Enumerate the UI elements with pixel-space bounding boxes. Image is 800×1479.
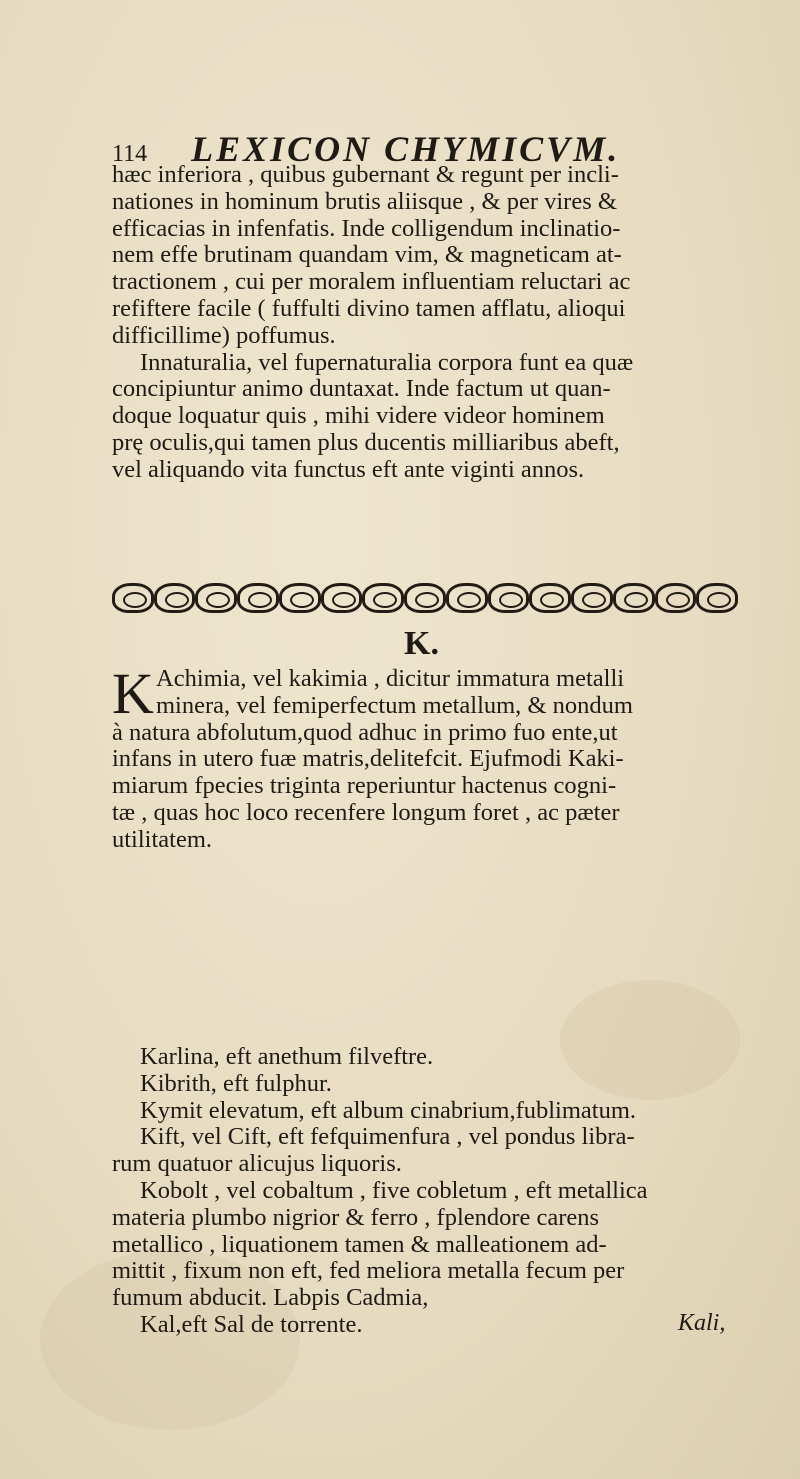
ornament-motif	[529, 583, 571, 613]
text-line: mittit , fixum non eft, fed meliora metalla fecum per	[112, 1258, 625, 1285]
section-letter: K.	[404, 625, 439, 662]
text-line: minera, vel femiperfectum metallum, & nondum	[156, 691, 633, 719]
ornament-motif	[154, 583, 196, 613]
running-title: LEXICON CHYMICVM.	[191, 129, 621, 169]
text-line: Kal,eft Sal de torrente.	[140, 1311, 363, 1338]
ornament-motif	[404, 583, 446, 613]
text-line: tæ , quas hoc loco recenfere longum foret , ac pæter	[112, 798, 620, 826]
text-line: Kymit elevatum, eft album cinabrium,fublimatum.	[140, 1097, 637, 1124]
drop-cap: K	[112, 661, 154, 726]
ornament-motif	[488, 583, 530, 613]
text-line: Innaturalia, vel fupernaturalia corpora funt ea quæ	[140, 349, 634, 376]
text-line: efficacias in infenfatis. Inde colligendum inclinatio-	[112, 215, 621, 242]
ornament-motif	[446, 583, 488, 613]
text-line: rum quatuor alicujus liquoris.	[112, 1151, 402, 1178]
text-line: nationes in hominum brutis aliisque , & per vires &	[112, 188, 617, 215]
text-line: nem effe brutinam quandam vim, & magneticam at-	[112, 242, 622, 269]
text-line: Kibrith, eft fulphur.	[140, 1070, 332, 1097]
ornament-motif	[613, 583, 655, 613]
text-block-intro	[112, 162, 740, 484]
text-line: miarum fpecies triginta reperiuntur hactenus cogni-	[112, 772, 617, 800]
text-line: tractionem , cui per moralem influentiam reluctari ac	[112, 269, 631, 296]
text-line: materia plumbo nigrior & ferro , fplendore carens	[112, 1204, 600, 1231]
ornament-motif	[655, 583, 697, 613]
ornament-motif	[195, 583, 237, 613]
ornament-motif	[571, 583, 613, 613]
text-line: prę oculis,qui tamen plus ducentis milliaribus abeft,	[112, 429, 620, 456]
text-line: Kobolt , vel cobaltum , five cobletum , eft metallica	[140, 1177, 648, 1204]
ornament-band	[112, 576, 738, 620]
ornament-motif	[696, 583, 738, 613]
text-line: metallico , liquationem tamen & malleationem ad-	[112, 1231, 607, 1258]
text-line: doque loquatur quis , mihi videre videor hominem	[112, 403, 605, 430]
text-line: Karlina, eft anethum filveftre.	[140, 1044, 434, 1070]
text-line: fumum abducit. Labpis Cadmia,	[112, 1285, 429, 1312]
text-line: utilitatem.	[112, 825, 213, 853]
text-line: hæc inferiora , quibus gubernant & regunt per incli-	[112, 162, 619, 188]
catchword: Kali,	[678, 1310, 726, 1336]
page-number: 114	[112, 141, 148, 167]
ornament-motif	[321, 583, 363, 613]
text-line: à natura abfolutum,quod adhuc in primo fuo ente,ut	[112, 718, 618, 746]
text-line: vel aliquando vita functus eft ante viginti annos.	[112, 456, 585, 483]
text-line: Achimia, vel kakimia , dicitur immatura metalli	[156, 665, 625, 692]
text-line: Kift, vel Cift, eft fefquimenfura , vel pondus libra-	[140, 1124, 635, 1151]
ornament-motif	[279, 583, 321, 613]
ornament-motif	[362, 583, 404, 613]
text-line: difficillime) poffumus.	[112, 322, 336, 349]
text-line: concipiuntur animo duntaxat. Inde factum ut quan-	[112, 376, 611, 403]
entry-kachimia	[112, 661, 740, 854]
text-block-entries	[112, 1044, 740, 1339]
text-line: refiftere facile ( fuffulti divino tamen afflatu, alioqui	[112, 295, 626, 322]
text-line: infans in utero fuæ matris,delitefcit. Ejufmodi Kaki-	[112, 745, 624, 773]
ornament-motif	[237, 583, 279, 613]
ornament-motif	[112, 583, 154, 613]
